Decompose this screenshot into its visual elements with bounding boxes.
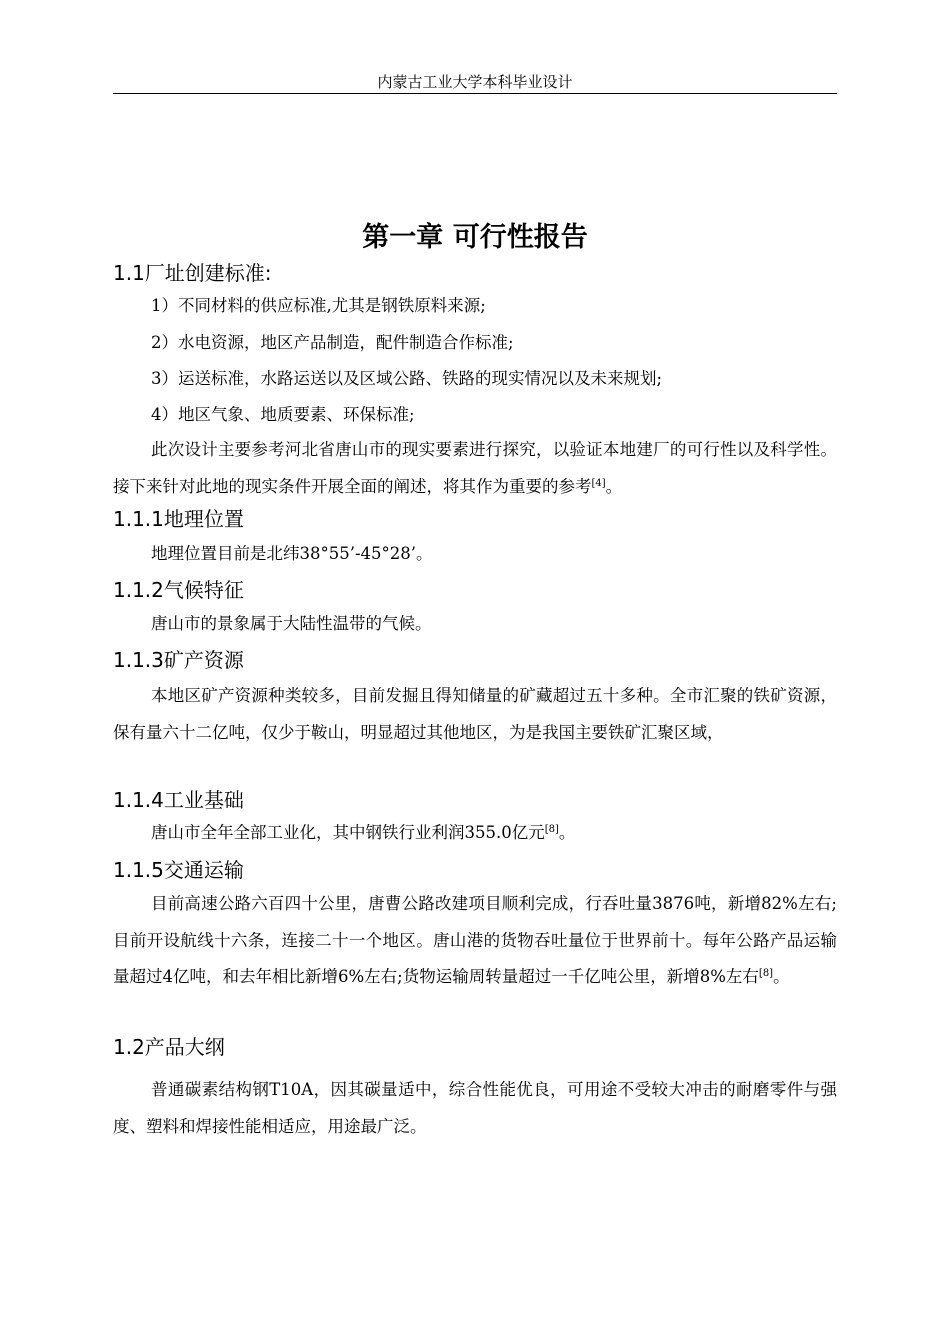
header-divider <box>113 93 837 94</box>
citation-ref: [4] <box>591 477 606 489</box>
section-1-1-4-heading: 1.1.4工业基础 <box>113 788 244 812</box>
page-header-title: 内蒙古工业大学本科毕业设计 <box>377 73 573 91</box>
section-1-1-2-heading: 1.1.2气候特征 <box>113 578 244 602</box>
citation-ref: [8] <box>544 824 559 835</box>
chapter-title: 第一章 可行性报告 <box>362 222 588 253</box>
section-1-1-4-text: 唐山市全年全部工业化，其中钢铁行业利润355.0亿元[8]。 <box>151 823 576 842</box>
section-1-1-2-text: 唐山市的景象属于大陆性温带的气候。 <box>151 614 432 633</box>
section-1-1-1-heading: 1.1.1地理位置 <box>113 507 244 531</box>
list-item-3: 3）运送标准，水路运送以及区域公路、铁路的现实情况以及未来规划; <box>151 369 663 388</box>
list-item-1: 1）不同材料的供应标准,尤其是钢铁原料来源; <box>151 296 486 315</box>
section-1-1-3-text: 本地区矿产资源种类较多，目前发掘且得知储量的矿藏超过五十多种。全市汇聚的铁矿资源，保有量六十二亿吨，仅少于鞍山，明显超过其他地区，为是我国主要铁矿汇聚区域， <box>113 686 837 742</box>
section-1-1-3-heading: 1.1.3矿产资源 <box>113 648 244 672</box>
section-1-2-heading: 1.2产品大纲 <box>113 1035 225 1059</box>
section-1-1-5-text: 目前高速公路六百四十公里，唐曹公路改建项目顺利完成，行吞吐量3876吨，新增82%左右;目前开设航线十六条，连接二十一个地区。唐山港的货物吞吐量位于世界前十。每年公路产品运输量超过4亿吨，和去年相比新增6%左右;货物运输周转量超过一千亿吨公里，新增8%左右[8]。 <box>113 894 837 986</box>
section-1-1-heading: 1.1厂址创建标准: <box>113 261 272 285</box>
section-1-1-1-text: 地理位置目前是北纬38°55’-45°28’。 <box>151 544 433 563</box>
citation-ref: [8] <box>758 968 774 979</box>
list-item-4: 4）地区气象、地质要素、环保标准; <box>151 405 415 424</box>
section-1-1-5-heading: 1.1.5交通运输 <box>113 858 244 882</box>
section-1-1-paragraph: 此次设计主要参考河北省唐山市的现实要素进行探究，以验证本地建厂的可行性以及科学性。接下来针对此地的现实条件开展全面的阐述，将其作为重要的参考[4]。 <box>113 440 837 496</box>
section-1-2-text: 普通碳素结构钢T10A，因其碳量适中，综合性能优良，可用途不受较大冲击的耐磨零件与强度、塑料和焊接性能相适应，用途最广泛。 <box>113 1080 837 1136</box>
list-item-2: 2）水电资源，地区产品制造，配件制造合作标准; <box>151 333 514 352</box>
